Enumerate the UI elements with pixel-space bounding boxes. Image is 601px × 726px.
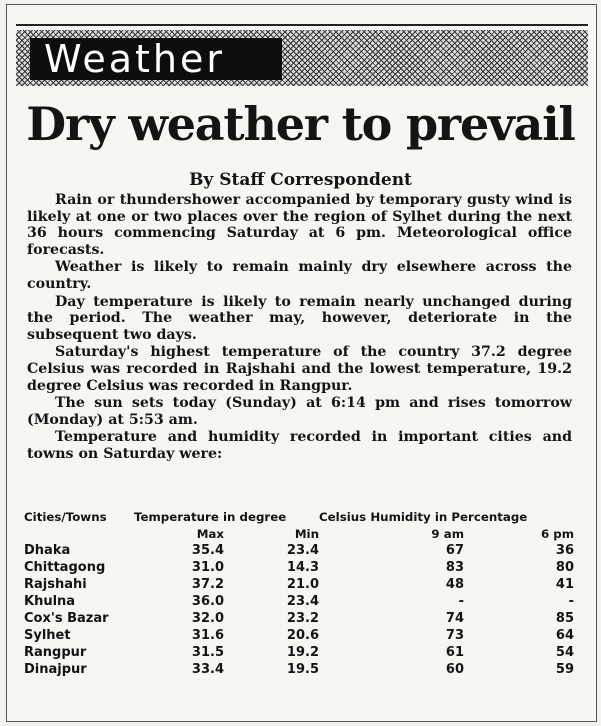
cell-max: 36.0: [191, 594, 224, 609]
paragraph: Weather is likely to remain mainly dry elsewhere across the country.: [27, 259, 572, 292]
cell-min: 19.5: [286, 662, 319, 677]
headline: Dry weather to prevail: [26, 97, 575, 151]
table-row: [24, 644, 574, 661]
cell-pm: 80: [555, 560, 574, 575]
table-row: [24, 593, 574, 610]
top-rule: [16, 24, 588, 26]
table-header-row: [24, 508, 574, 525]
cell-pm: -: [568, 594, 574, 609]
table-row: [24, 661, 574, 678]
paragraph: The sun sets today (Sunday) at 6:14 pm and rises tomorrow (Monday) at 5:53 am.: [27, 395, 572, 428]
cell-am: 73: [445, 628, 464, 643]
header-humidity: [319, 508, 574, 525]
cell-city: Cox's Bazar: [24, 611, 109, 626]
paragraph: Temperature and humidity recorded in important cities and towns on Saturday were:: [27, 429, 572, 462]
article-body: [27, 192, 572, 464]
cell-am: 61: [445, 645, 464, 660]
cell-city: Rangpur: [24, 645, 87, 660]
cell-max: 32.0: [191, 611, 224, 626]
cell-city: Dinajpur: [24, 662, 87, 677]
cell-max: 31.0: [191, 560, 224, 575]
cell-am: 60: [445, 662, 464, 677]
table-row: [24, 576, 574, 593]
byline: By Staff Correspondent: [189, 170, 412, 190]
header-9am: 9 am: [431, 526, 464, 541]
cell-city: Sylhet: [24, 628, 71, 643]
cell-pm: 85: [555, 611, 574, 626]
header-celsius: Celsius: [319, 509, 367, 524]
cell-am: 48: [445, 577, 464, 592]
cell-max: 31.5: [191, 645, 224, 660]
header-humidity-label: Humidity in Percentage: [370, 509, 528, 524]
cell-am: 74: [445, 611, 464, 626]
cell-pm: 41: [555, 577, 574, 592]
cell-pm: 54: [555, 645, 574, 660]
cell-am: 83: [445, 560, 464, 575]
cell-min: 20.6: [286, 628, 319, 643]
table-row: [24, 627, 574, 644]
weather-table: [24, 508, 574, 678]
cell-max: 37.2: [191, 577, 224, 592]
cell-pm: 59: [555, 662, 574, 677]
paragraph: Saturday's highest temperature of the country 37.2 degree Celsius was recorded in Rajshahi and the lowest temperature, 19.2 degree Celsius was recorded in Rangpur.: [27, 344, 572, 394]
cell-city: Rajshahi: [24, 577, 87, 592]
table-row: [24, 542, 574, 559]
cell-am: -: [458, 594, 464, 609]
paragraph: Day temperature is likely to remain nearly unchanged during the period. The weather may, however, deteriorate in the subsequent two days.: [27, 293, 572, 343]
cell-max: 31.6: [191, 628, 224, 643]
cell-min: 23.2: [286, 611, 319, 626]
section-label: Weather: [30, 38, 282, 80]
cell-pm: 36: [555, 543, 574, 558]
header-min: Min: [294, 526, 319, 541]
paragraph: Rain or thundershower accompanied by temporary gusty wind is likely at one or two places over the region of Sylhet during the next 36 hours commencing Saturday at 6 pm. Meteorological office forecasts.: [27, 192, 572, 258]
cell-city: Chittagong: [24, 560, 106, 575]
cell-min: 21.0: [286, 577, 319, 592]
header-6pm: 6 pm: [540, 526, 574, 541]
cell-city: Dhaka: [24, 543, 71, 558]
cell-min: 19.2: [286, 645, 319, 660]
cell-city: Khulna: [24, 594, 76, 609]
header-max: Max: [196, 526, 224, 541]
table-subheader-row: [24, 525, 574, 542]
cell-pm: 64: [555, 628, 574, 643]
table-row: [24, 559, 574, 576]
table-row: [24, 610, 574, 627]
cell-am: 67: [445, 543, 464, 558]
header-cities: Cities/Towns: [24, 509, 107, 524]
header-temperature: Temperature in degree: [134, 509, 287, 524]
cell-max: 35.4: [191, 543, 224, 558]
cell-max: 33.4: [191, 662, 224, 677]
cell-min: 23.4: [286, 594, 319, 609]
cell-min: 14.3: [286, 560, 319, 575]
cell-min: 23.4: [286, 543, 319, 558]
